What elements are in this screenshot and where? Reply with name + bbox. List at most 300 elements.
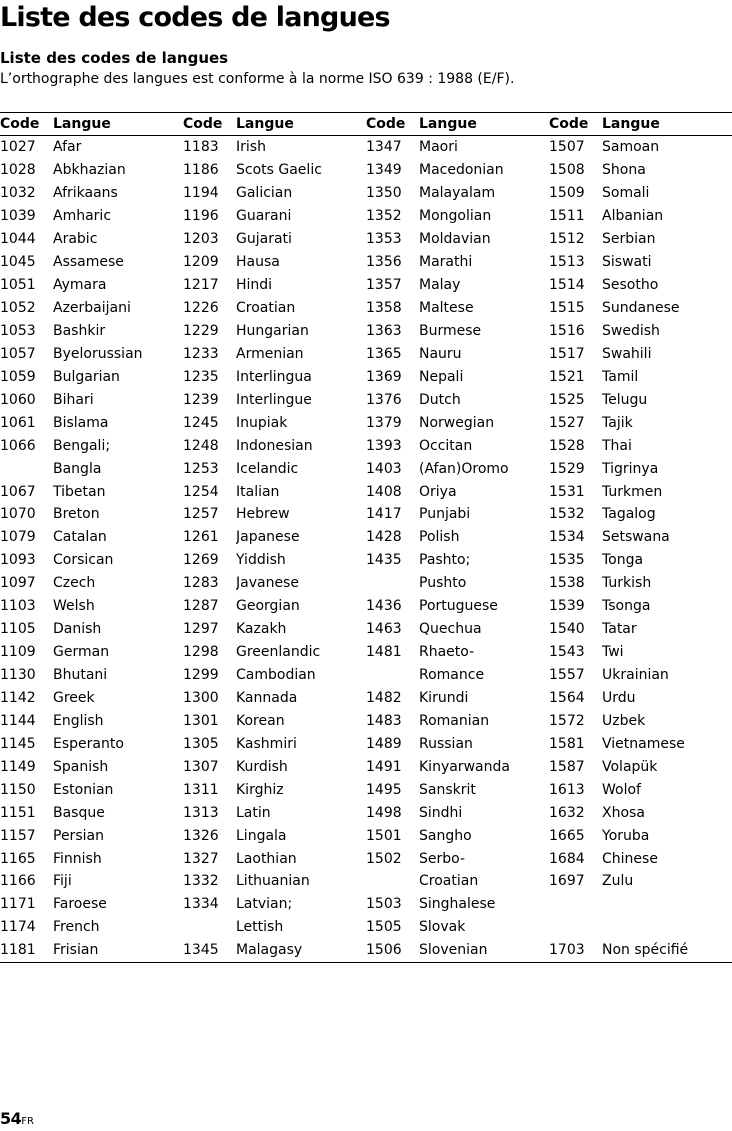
language-code-cell: 1529 xyxy=(549,460,585,477)
language-code-cell: 1703 xyxy=(549,942,585,959)
language-name-cell: Hungarian xyxy=(236,322,309,339)
language-name-cell xyxy=(602,916,732,939)
language-name-cell: Tsonga xyxy=(602,598,651,615)
language-code-cell: 1501 xyxy=(366,827,402,844)
language-name-cell: Uzbek xyxy=(602,712,646,729)
language-name-cell: Polish xyxy=(419,529,460,546)
language-name-cell: Icelandic xyxy=(236,460,299,477)
header-language: Langue xyxy=(53,116,111,132)
table-row xyxy=(0,939,732,962)
language-code-cell: 1428 xyxy=(366,529,402,546)
language-name-cell: Setswana xyxy=(602,529,670,546)
table-row xyxy=(0,228,732,251)
language-code-cell: 1403 xyxy=(366,460,402,477)
language-code-cell: 1186 xyxy=(183,162,219,179)
table-row xyxy=(0,457,732,480)
language-code-cell: 1181 xyxy=(0,942,36,959)
table-row xyxy=(0,182,732,205)
language-name-cell: Wolof xyxy=(602,781,641,798)
language-code-cell: 1149 xyxy=(0,758,36,775)
language-name-cell: Faroese xyxy=(53,896,107,913)
language-code-cell: 1347 xyxy=(366,139,402,156)
header-code: Code xyxy=(366,116,406,132)
language-code-cell: 1357 xyxy=(366,277,402,294)
language-code-cell: 1203 xyxy=(183,231,219,248)
language-name-cell: Bengali; xyxy=(53,437,111,454)
language-name-cell: Swedish xyxy=(602,322,660,339)
language-code-cell: 1369 xyxy=(366,368,402,385)
language-code-cell: 1557 xyxy=(549,667,585,684)
language-code-cell: 1209 xyxy=(183,254,219,271)
language-name-cell: Danish xyxy=(53,621,102,638)
language-code-cell: 1535 xyxy=(549,552,585,569)
language-code-cell: 1408 xyxy=(366,483,402,500)
language-code-cell: 1515 xyxy=(549,300,585,317)
language-name-cell: Bashkir xyxy=(53,322,106,339)
language-code-cell xyxy=(183,916,236,939)
language-name-cell: Albanian xyxy=(602,208,664,225)
table-row xyxy=(0,778,732,801)
language-code-cell: 1245 xyxy=(183,414,219,431)
language-name-cell: Thai xyxy=(602,437,632,454)
language-name-cell: Kinyarwanda xyxy=(419,758,510,775)
language-name-cell: Serbian xyxy=(602,231,656,248)
language-name-cell: Welsh xyxy=(53,598,95,615)
language-code-cell: 1145 xyxy=(0,735,36,752)
table-row xyxy=(0,297,732,320)
table-row xyxy=(0,893,732,916)
language-code-cell: 1239 xyxy=(183,391,219,408)
language-name-cell: Sesotho xyxy=(602,277,659,294)
language-code-cell: 1521 xyxy=(549,368,585,385)
language-code-cell: 1105 xyxy=(0,621,36,638)
language-name-cell: Interlingue xyxy=(236,391,312,408)
table-row xyxy=(0,664,732,687)
language-name-cell: Macedonian xyxy=(419,162,504,179)
language-code-cell: 1171 xyxy=(0,896,36,913)
language-name-cell: Sindhi xyxy=(419,804,463,821)
language-name-cell: Twi xyxy=(602,644,624,661)
table-row xyxy=(0,687,732,710)
language-code-cell: 1665 xyxy=(549,827,585,844)
language-code-cell: 1513 xyxy=(549,254,585,271)
language-name-cell: Non spécifié xyxy=(602,942,689,959)
language-code-cell xyxy=(549,893,602,916)
language-code-cell: 1435 xyxy=(366,552,402,569)
language-name-cell: Finnish xyxy=(53,850,102,867)
table-row xyxy=(0,365,732,388)
language-name-cell: Quechua xyxy=(419,621,482,638)
language-name-cell: Telugu xyxy=(602,391,648,408)
table-row xyxy=(0,824,732,847)
language-name-cell: Latin xyxy=(236,804,271,821)
language-code-cell: 1572 xyxy=(549,712,585,729)
language-code-cell: 1045 xyxy=(0,254,36,271)
language-name-cell: Aymara xyxy=(53,277,107,294)
language-name-cell: Occitan xyxy=(419,437,473,454)
language-name-cell: Pashto; xyxy=(419,552,471,569)
language-code-cell: 1697 xyxy=(549,873,585,890)
language-name-cell: Lettish xyxy=(236,919,284,936)
language-code-cell: 1066 xyxy=(0,437,36,454)
language-code-cell: 1166 xyxy=(0,873,36,890)
language-name-cell: Kannada xyxy=(236,689,298,706)
language-code-cell: 1269 xyxy=(183,552,219,569)
table-row xyxy=(0,480,732,503)
language-name-cell: Galician xyxy=(236,185,293,202)
language-name-cell: English xyxy=(53,712,104,729)
language-name-cell: Interlingua xyxy=(236,368,312,385)
language-code-cell: 1539 xyxy=(549,598,585,615)
table-row xyxy=(0,159,732,182)
language-code-cell: 1352 xyxy=(366,208,402,225)
language-code-cell: 1261 xyxy=(183,529,219,546)
language-name-cell: Czech xyxy=(53,575,96,592)
language-code-cell: 1307 xyxy=(183,758,219,775)
language-name-cell: Azerbaijani xyxy=(53,300,131,317)
language-name-cell: Shona xyxy=(602,162,646,179)
language-code-cell: 1311 xyxy=(183,781,219,798)
header-language: Langue xyxy=(602,116,660,132)
language-name-cell: Persian xyxy=(53,827,104,844)
language-code-cell: 1332 xyxy=(183,873,219,890)
language-code-cell: 1326 xyxy=(183,827,219,844)
language-name-cell: Bhutani xyxy=(53,667,108,684)
language-code-cell: 1345 xyxy=(183,942,219,959)
language-code-cell: 1506 xyxy=(366,942,402,959)
language-name-cell: Italian xyxy=(236,483,280,500)
language-code-cell: 1349 xyxy=(366,162,402,179)
language-name-cell: Singhalese xyxy=(419,896,496,913)
language-name-cell: Abkhazian xyxy=(53,162,126,179)
language-code-cell: 1503 xyxy=(366,896,402,913)
header-language: Langue xyxy=(419,116,477,132)
language-code-cell: 1393 xyxy=(366,437,402,454)
language-name-cell: Bangla xyxy=(53,460,102,477)
language-code-cell: 1226 xyxy=(183,300,219,317)
language-name-cell: Tamil xyxy=(602,368,639,385)
table-row xyxy=(0,595,732,618)
language-name-cell: Yoruba xyxy=(602,827,650,844)
language-name-cell: Malay xyxy=(419,277,461,294)
language-code-cell: 1299 xyxy=(183,667,219,684)
language-code-cell: 1287 xyxy=(183,598,219,615)
language-name-cell: Ukrainian xyxy=(602,667,669,684)
language-code-cell: 1070 xyxy=(0,506,36,523)
language-name-cell: Somali xyxy=(602,185,650,202)
language-name-cell: Amharic xyxy=(53,208,112,225)
language-name-cell: Xhosa xyxy=(602,804,645,821)
language-code-cell: 1217 xyxy=(183,277,219,294)
language-name-cell: Slovak xyxy=(419,919,466,936)
language-code-cell: 1183 xyxy=(183,139,219,156)
language-name-cell: Esperanto xyxy=(53,735,124,752)
language-name-cell: Javanese xyxy=(236,575,299,592)
table-row xyxy=(0,274,732,297)
table-row xyxy=(0,205,732,228)
language-code-cell: 1157 xyxy=(0,827,36,844)
language-code-cell: 1543 xyxy=(549,644,585,661)
language-name-cell: Croatian xyxy=(236,300,296,317)
language-code-cell: 1044 xyxy=(0,231,36,248)
language-name-cell: Norwegian xyxy=(419,414,495,431)
language-codes-table xyxy=(0,112,732,963)
table-row xyxy=(0,801,732,824)
language-code-cell: 1142 xyxy=(0,689,36,706)
language-name-cell: Kirundi xyxy=(419,689,469,706)
language-code-cell: 1057 xyxy=(0,345,36,362)
language-code-cell: 1528 xyxy=(549,437,585,454)
language-code-cell: 1061 xyxy=(0,414,36,431)
language-code-cell: 1525 xyxy=(549,391,585,408)
language-name-cell: Irish xyxy=(236,139,266,156)
language-code-cell: 1253 xyxy=(183,460,219,477)
table-row xyxy=(0,618,732,641)
table-row xyxy=(0,549,732,572)
language-name-cell: Burmese xyxy=(419,322,482,339)
language-code-cell: 1502 xyxy=(366,850,402,867)
language-name-cell: Siswati xyxy=(602,254,652,271)
language-code-cell: 1417 xyxy=(366,506,402,523)
language-name-cell: Estonian xyxy=(53,781,114,798)
language-code-cell: 1517 xyxy=(549,345,585,362)
language-name-cell: Inupiak xyxy=(236,414,288,431)
language-code-cell: 1356 xyxy=(366,254,402,271)
language-name-cell: Romance xyxy=(419,667,485,684)
header-code: Code xyxy=(183,116,223,132)
language-name-cell: Romanian xyxy=(419,712,490,729)
table-row xyxy=(0,342,732,365)
language-name-cell: Sundanese xyxy=(602,300,680,317)
language-name-cell: Latvian; xyxy=(236,896,293,913)
language-code-cell: 1350 xyxy=(366,185,402,202)
table-row xyxy=(0,251,732,274)
language-code-cell xyxy=(366,870,419,893)
table-row xyxy=(0,503,732,526)
language-name-cell: Turkish xyxy=(602,575,652,592)
language-code-cell: 1508 xyxy=(549,162,585,179)
language-code-cell: 1027 xyxy=(0,139,36,156)
language-name-cell: Lingala xyxy=(236,827,287,844)
language-name-cell: Hausa xyxy=(236,254,280,271)
language-name-cell: Sanskrit xyxy=(419,781,476,798)
language-name-cell: Serbo- xyxy=(419,850,466,867)
language-code-cell: 1489 xyxy=(366,735,402,752)
language-name-cell: Tigrinya xyxy=(602,460,659,477)
language-code-cell: 1233 xyxy=(183,345,219,362)
language-code-cell: 1495 xyxy=(366,781,402,798)
language-name-cell: Samoan xyxy=(602,139,660,156)
language-code-cell: 1109 xyxy=(0,644,36,661)
language-code-cell: 1436 xyxy=(366,598,402,615)
table-header-row xyxy=(0,113,732,136)
language-code-cell: 1229 xyxy=(183,322,219,339)
language-code-cell: 1376 xyxy=(366,391,402,408)
language-code-cell: 1581 xyxy=(549,735,585,752)
language-code-cell: 1300 xyxy=(183,689,219,706)
header-language: Langue xyxy=(236,116,294,132)
language-code-cell: 1060 xyxy=(0,391,36,408)
language-code-cell: 1028 xyxy=(0,162,36,179)
language-code-cell: 1587 xyxy=(549,758,585,775)
language-code-cell: 1053 xyxy=(0,322,36,339)
language-name-cell: Gujarati xyxy=(236,231,292,248)
language-code-cell: 1463 xyxy=(366,621,402,638)
language-name-cell: Kazakh xyxy=(236,621,287,638)
language-code-cell: 1052 xyxy=(0,300,36,317)
table-row xyxy=(0,434,732,457)
language-code-cell: 1509 xyxy=(549,185,585,202)
language-code-cell: 1365 xyxy=(366,345,402,362)
language-code-cell: 1301 xyxy=(183,712,219,729)
language-name-cell: Greenlandic xyxy=(236,644,321,661)
table-row xyxy=(0,709,732,732)
language-code-cell: 1358 xyxy=(366,300,402,317)
language-code-cell: 1363 xyxy=(366,322,402,339)
language-code-cell: 1297 xyxy=(183,621,219,638)
language-code-cell: 1093 xyxy=(0,552,36,569)
language-code-cell: 1283 xyxy=(183,575,219,592)
page-title: Liste des codes de langues xyxy=(0,2,390,33)
section-title: Liste des codes de langues xyxy=(0,49,229,67)
language-name-cell: Georgian xyxy=(236,598,300,615)
language-code-cell: 1313 xyxy=(183,804,219,821)
table-row xyxy=(0,572,732,595)
language-code-cell: 1196 xyxy=(183,208,219,225)
language-name-cell: Maltese xyxy=(419,300,474,317)
language-name-cell: Chinese xyxy=(602,850,658,867)
language-name-cell: Greek xyxy=(53,689,95,706)
language-code-cell: 1481 xyxy=(366,644,402,661)
language-name-cell: Tonga xyxy=(602,552,644,569)
table-body xyxy=(0,136,732,963)
language-name-cell: Punjabi xyxy=(419,506,471,523)
language-name-cell: Portuguese xyxy=(419,598,498,615)
language-name-cell: Turkmen xyxy=(602,483,663,500)
language-name-cell xyxy=(602,893,732,916)
language-name-cell: Japanese xyxy=(236,529,300,546)
language-code-cell: 1531 xyxy=(549,483,585,500)
language-code-cell: 1483 xyxy=(366,712,402,729)
language-name-cell: Kurdish xyxy=(236,758,288,775)
language-code-cell: 1334 xyxy=(183,896,219,913)
language-code-cell: 1534 xyxy=(549,529,585,546)
language-code-cell xyxy=(0,457,53,480)
language-code-cell: 1538 xyxy=(549,575,585,592)
language-code-cell: 1327 xyxy=(183,850,219,867)
language-name-cell: Laothian xyxy=(236,850,297,867)
language-code-cell: 1540 xyxy=(549,621,585,638)
language-name-cell: Hebrew xyxy=(236,506,290,523)
language-name-cell: Breton xyxy=(53,506,100,523)
language-name-cell: Malayalam xyxy=(419,185,496,202)
table-row xyxy=(0,847,732,870)
language-code-cell: 1491 xyxy=(366,758,402,775)
language-code-cell: 1379 xyxy=(366,414,402,431)
page-number-value: 54 xyxy=(0,1109,22,1128)
language-name-cell: Slovenian xyxy=(419,942,488,959)
table-row xyxy=(0,526,732,549)
language-code-cell: 1498 xyxy=(366,804,402,821)
language-code-cell: 1144 xyxy=(0,712,36,729)
language-name-cell: Maori xyxy=(419,139,458,156)
language-name-cell: Tajik xyxy=(602,414,633,431)
language-name-cell: Bihari xyxy=(53,391,94,408)
language-code-cell: 1194 xyxy=(183,185,219,202)
table-row xyxy=(0,388,732,411)
language-code-cell: 1516 xyxy=(549,322,585,339)
language-name-cell: Tagalog xyxy=(602,506,656,523)
language-code-cell: 1174 xyxy=(0,919,36,936)
language-code-cell: 1097 xyxy=(0,575,36,592)
page-language-code: FR xyxy=(21,1116,34,1127)
language-name-cell: Nepali xyxy=(419,368,464,385)
language-name-cell: Moldavian xyxy=(419,231,491,248)
language-code-cell: 1514 xyxy=(549,277,585,294)
language-name-cell: Zulu xyxy=(602,873,634,890)
language-code-cell: 1051 xyxy=(0,277,36,294)
language-name-cell: Guarani xyxy=(236,208,292,225)
language-name-cell: Spanish xyxy=(53,758,109,775)
header-code: Code xyxy=(0,116,40,132)
language-code-cell: 1254 xyxy=(183,483,219,500)
language-name-cell: Cambodian xyxy=(236,667,316,684)
language-code-cell: 1165 xyxy=(0,850,36,867)
language-name-cell: Corsican xyxy=(53,552,114,569)
language-code-cell: 1684 xyxy=(549,850,585,867)
language-name-cell: Basque xyxy=(53,804,105,821)
language-code-cell: 1305 xyxy=(183,735,219,752)
language-name-cell: Dutch xyxy=(419,391,461,408)
language-name-cell: Rhaeto- xyxy=(419,644,475,661)
language-name-cell: Lithuanian xyxy=(236,873,310,890)
language-code-cell xyxy=(366,664,419,687)
language-name-cell: Volapük xyxy=(602,758,658,775)
language-name-cell: Bislama xyxy=(53,414,109,431)
language-name-cell: Urdu xyxy=(602,689,636,706)
language-name-cell: Tibetan xyxy=(53,483,106,500)
intro-text: L’orthographe des langues est conforme à la norme ISO 639 : 1988 (E/F). xyxy=(0,71,515,87)
language-name-cell: Pushto xyxy=(419,575,467,592)
language-name-cell: Frisian xyxy=(53,942,99,959)
language-code-cell: 1151 xyxy=(0,804,36,821)
language-code-cell: 1039 xyxy=(0,208,36,225)
table-row xyxy=(0,411,732,434)
language-name-cell: (Afan)Oromo xyxy=(419,460,509,477)
language-name-cell: Nauru xyxy=(419,345,462,362)
language-code-cell: 1130 xyxy=(0,667,36,684)
language-code-cell: 1150 xyxy=(0,781,36,798)
language-code-cell: 1532 xyxy=(549,506,585,523)
language-code-cell: 1507 xyxy=(549,139,585,156)
language-name-cell: Catalan xyxy=(53,529,107,546)
language-name-cell: Kashmiri xyxy=(236,735,297,752)
language-name-cell: Yiddish xyxy=(236,552,286,569)
language-name-cell: French xyxy=(53,919,100,936)
table-row xyxy=(0,732,732,755)
language-code-cell: 1257 xyxy=(183,506,219,523)
language-name-cell: Arabic xyxy=(53,231,98,248)
language-code-cell: 1482 xyxy=(366,689,402,706)
language-code-cell xyxy=(549,916,602,939)
language-code-cell: 1512 xyxy=(549,231,585,248)
language-code-cell: 1564 xyxy=(549,689,585,706)
language-name-cell: Tatar xyxy=(602,621,637,638)
language-name-cell: Kirghiz xyxy=(236,781,284,798)
language-code-cell: 1067 xyxy=(0,483,36,500)
language-code-cell: 1059 xyxy=(0,368,36,385)
language-code-cell: 1235 xyxy=(183,368,219,385)
